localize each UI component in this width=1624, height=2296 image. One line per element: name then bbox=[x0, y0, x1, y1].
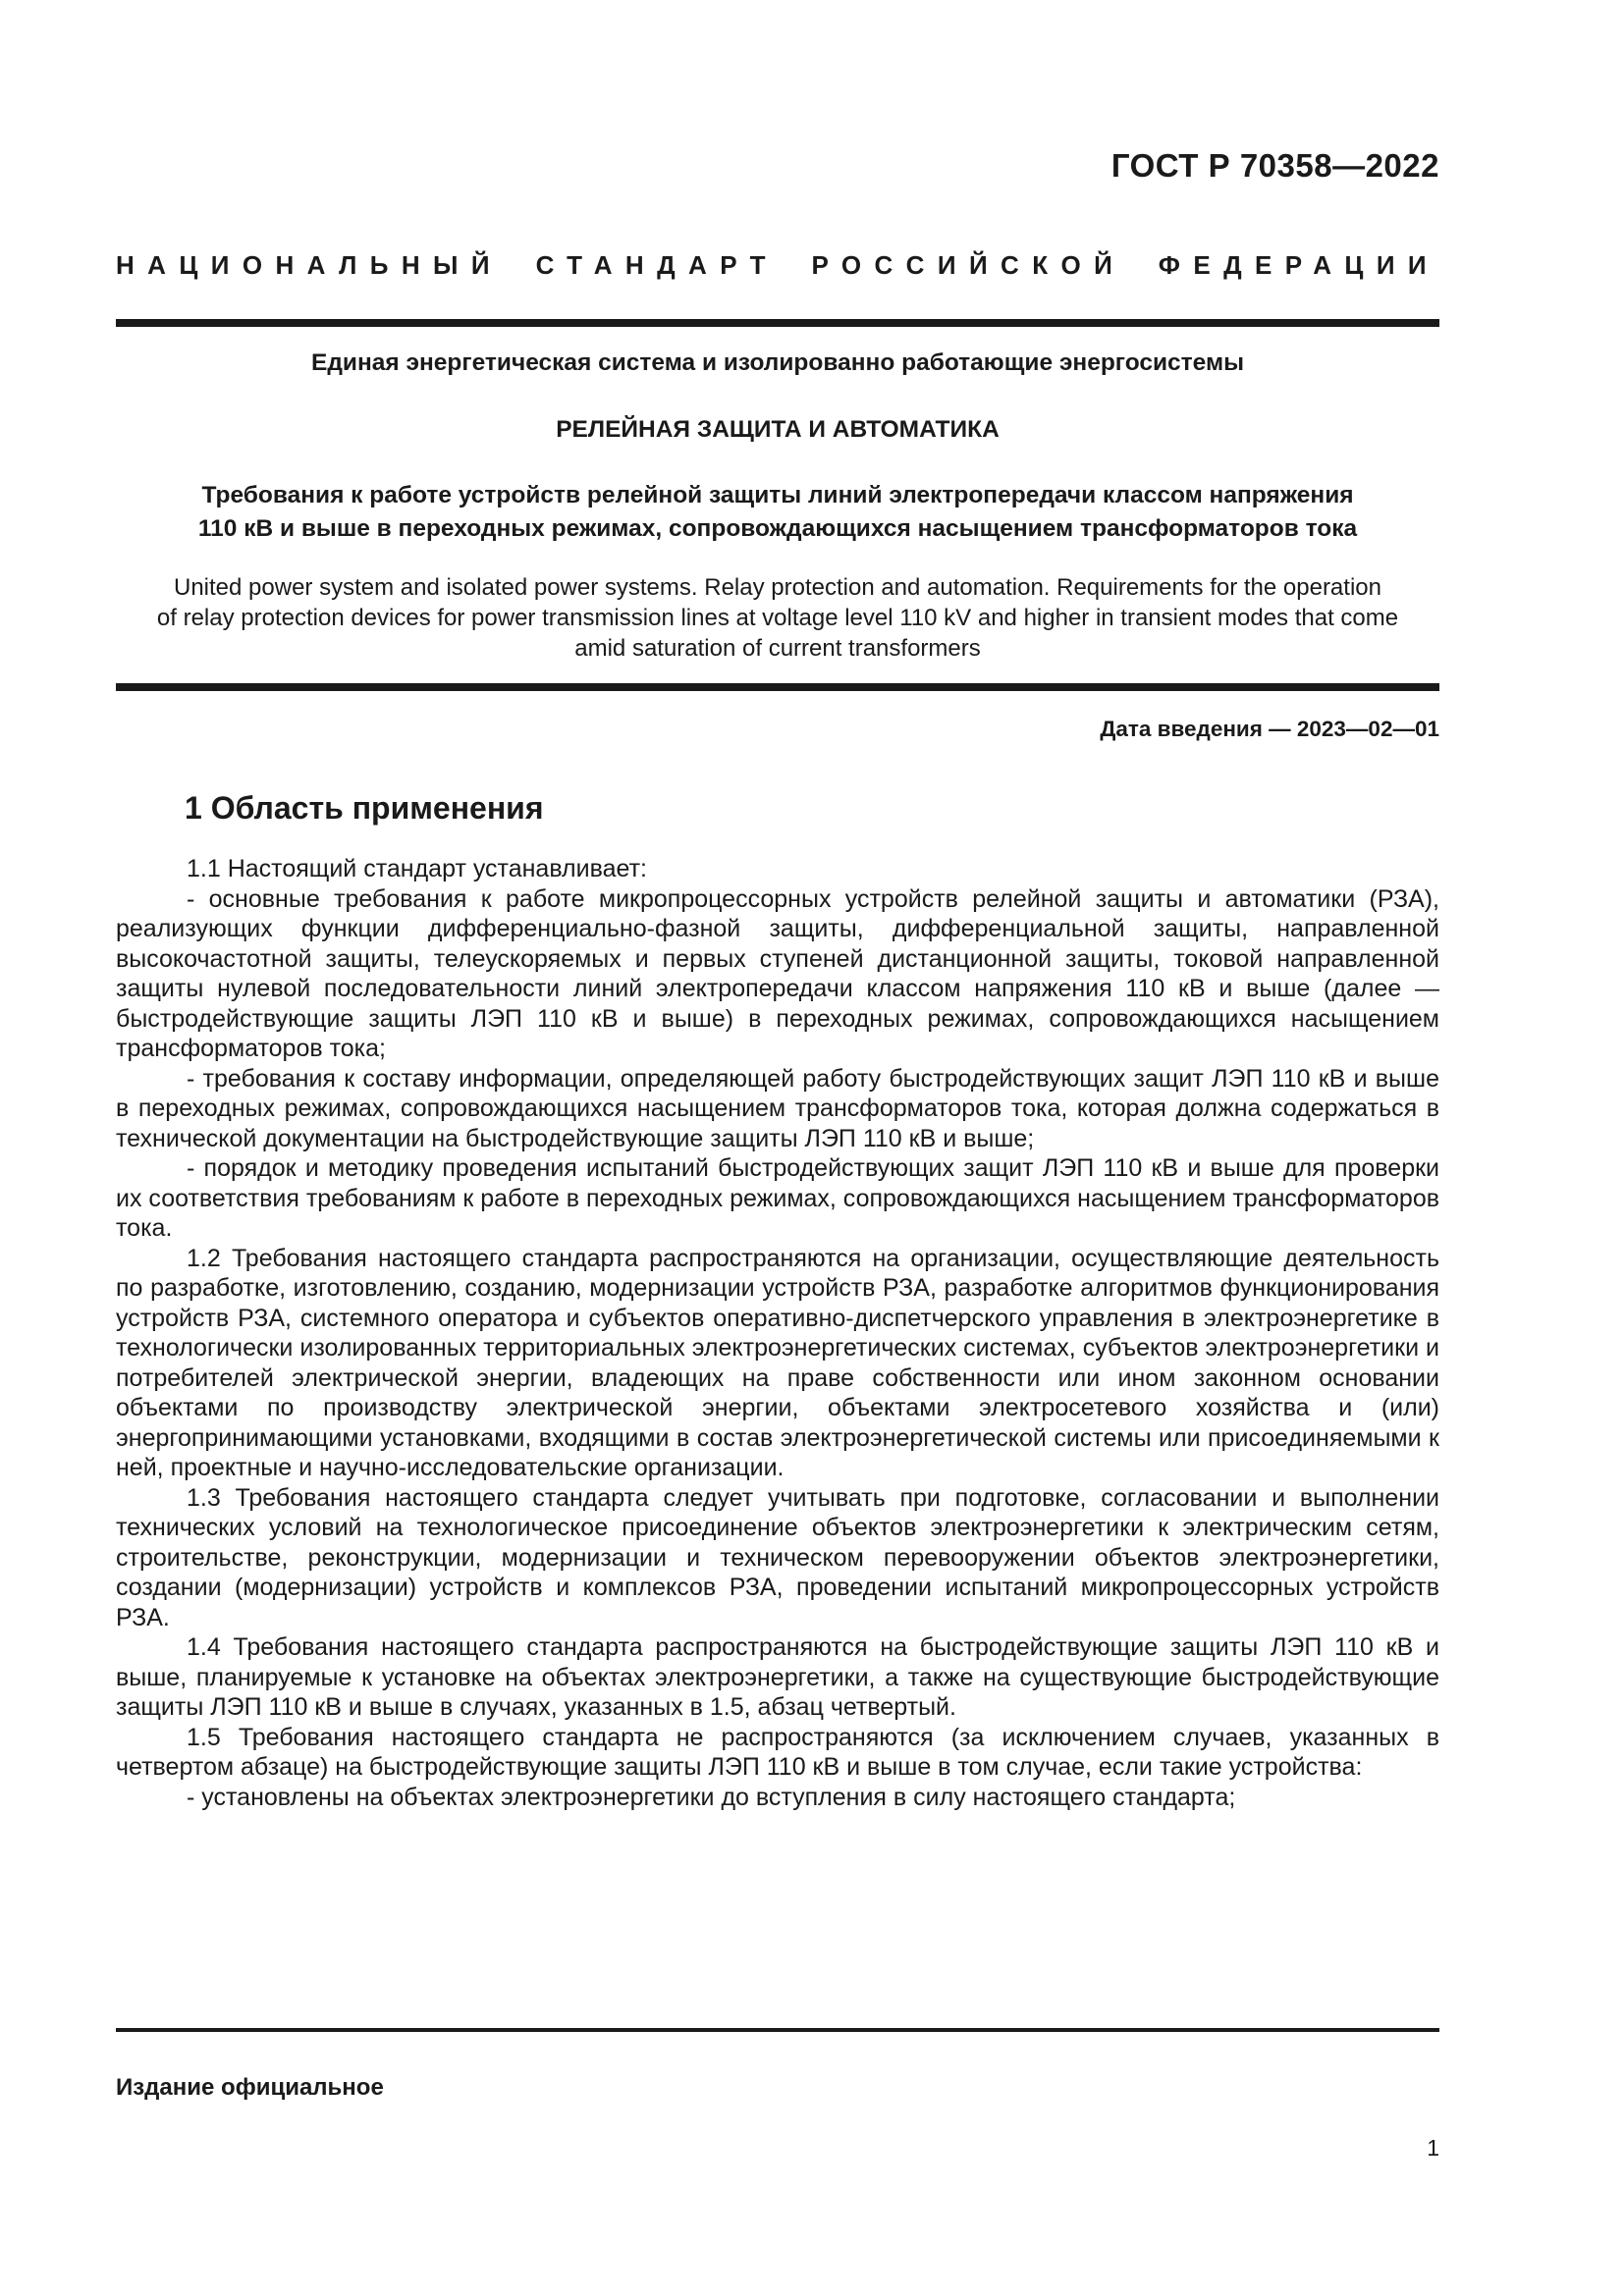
footer-rule bbox=[116, 2028, 1439, 2032]
page-number: 1 bbox=[1427, 2135, 1439, 2161]
national-standard-heading: НАЦИОНАЛЬНЫЙ СТАНДАРТ РОССИЙСКОЙ ФЕДЕРАЦИИ bbox=[116, 250, 1439, 280]
list-item: - основные требования к работе микропроцессорных устройств релейной защиты и автоматики (РЗА), реализующих функции дифференциально-фазной защиты, дифференциальной защиты, направленной высокочастотной защиты, телеускоряемых и первых ступеней дистанционной защиты, токовой направленной защиты нулевой последовательности линий электропередачи классом напряжения 110 кВ и выше (далее — быстродействующие защиты ЛЭП 110 кВ и выше) в переходных режимах, сопровождающихся насыщением трансформаторов тока; bbox=[116, 884, 1439, 1062]
title-requirements-line1: Требования к работе устройств релейной защиты линий электропередачи классом напряжения bbox=[201, 482, 1354, 508]
paragraph-1-3: 1.3 Требования настоящего стандарта следует учитывать при подготовке, согласовании и выполнении технических условий на технологическое присоединение объектов электроэнергетики к электрическим сетям, строительстве, реконструкции, модернизации и техническом перевооружении объектов электроэнергетики, создании (модернизации) устройств и комплексов РЗА, проведении испытаний микропроцессорных устройств РЗА. bbox=[116, 1483, 1439, 1631]
list-item: - требования к составу информации, определяющей работу быстродействующих защит ЛЭП 110 кВ и выше в переходных режимах, сопровождающихся насыщением трансформаторов тока, которая должна содержаться в технической документации на быстродействующие защиты ЛЭП 110 кВ и выше; bbox=[116, 1064, 1439, 1152]
paragraph-1-5: 1.5 Требования настоящего стандарта не распространяются (за исключением случаев, указанных в четвертом абзаце) на быстродействующие защиты ЛЭП 110 кВ и выше в том случае, если такие устройства: bbox=[116, 1723, 1439, 1781]
section-title: 1 Область применения bbox=[185, 790, 544, 826]
title-rule bbox=[116, 683, 1439, 691]
header-rule bbox=[116, 319, 1439, 327]
title-requirements-line2: 110 кВ и выше в переходных режимах, сопровождающихся насыщением трансформаторов тока bbox=[197, 515, 1358, 542]
title-system: Единая энергетическая система и изолированно работающие энергосистемы bbox=[311, 349, 1244, 376]
introduction-date: Дата введения — 2023—02—01 bbox=[1100, 717, 1439, 741]
paragraph-1-2: 1.2 Требования настоящего стандарта распространяются на организации, осуществляющие деятельность по разработке, изготовлению, созданию, модернизации устройств РЗА, разработке алгоритмов функционирования устройств РЗА, системного оператора и субъектов оперативно-диспетчерского управления в электроэнергетике в технологически изолированных территориальных электроэнергетических системах, субъектов электроэнергетики и потребителей электрической энергии, владеющих на праве собственности или ином законном основании объектами по производству электрической энергии, объектами электросетевого хозяйства и (или) энергопринимающими установками, входящими в состав электроэнергетической системы или присоединяемыми к ней, проектные и научно-исследовательские организации. bbox=[116, 1244, 1439, 1481]
paragraph-1-1: 1.1 Настоящий стандарт устанавливает: bbox=[187, 855, 647, 882]
english-title-line2: of relay protection devices for power transmission lines at voltage level 110 kV and higher in transient modes that come bbox=[156, 605, 1399, 631]
list-item: - порядок и методику проведения испытаний быстродействующих защит ЛЭП 110 кВ и выше для проверки их соответствия требованиям к работе в переходных режимах, сопровождающихся насыщением трансформаторов тока. bbox=[116, 1154, 1439, 1242]
document-code: ГОСТ Р 70358—2022 bbox=[1110, 147, 1439, 184]
section-body bbox=[116, 854, 1439, 1812]
paragraph-1-4: 1.4 Требования настоящего стандарта распространяются на быстродействующие защиты ЛЭП 110 кВ и выше, планируемые к установке на объектах электроэнергетики, а также на существующие быстродействующие защиты ЛЭП 110 кВ и выше в случаях, указанных в 1.5, абзац четвертый. bbox=[116, 1633, 1439, 1721]
official-edition-label: Издание официальное bbox=[116, 2074, 384, 2101]
english-title-line3: amid saturation of current transformers bbox=[574, 635, 981, 662]
title-main: РЕЛЕЙНАЯ ЗАЩИТА И АВТОМАТИКА bbox=[556, 416, 1000, 443]
english-title-line1: United power system and isolated power systems. Relay protection and automation. Requirements for the operation bbox=[174, 574, 1381, 601]
list-item: - установлены на объектах электроэнергетики до вступления в силу настоящего стандарта; bbox=[187, 1783, 1236, 1811]
